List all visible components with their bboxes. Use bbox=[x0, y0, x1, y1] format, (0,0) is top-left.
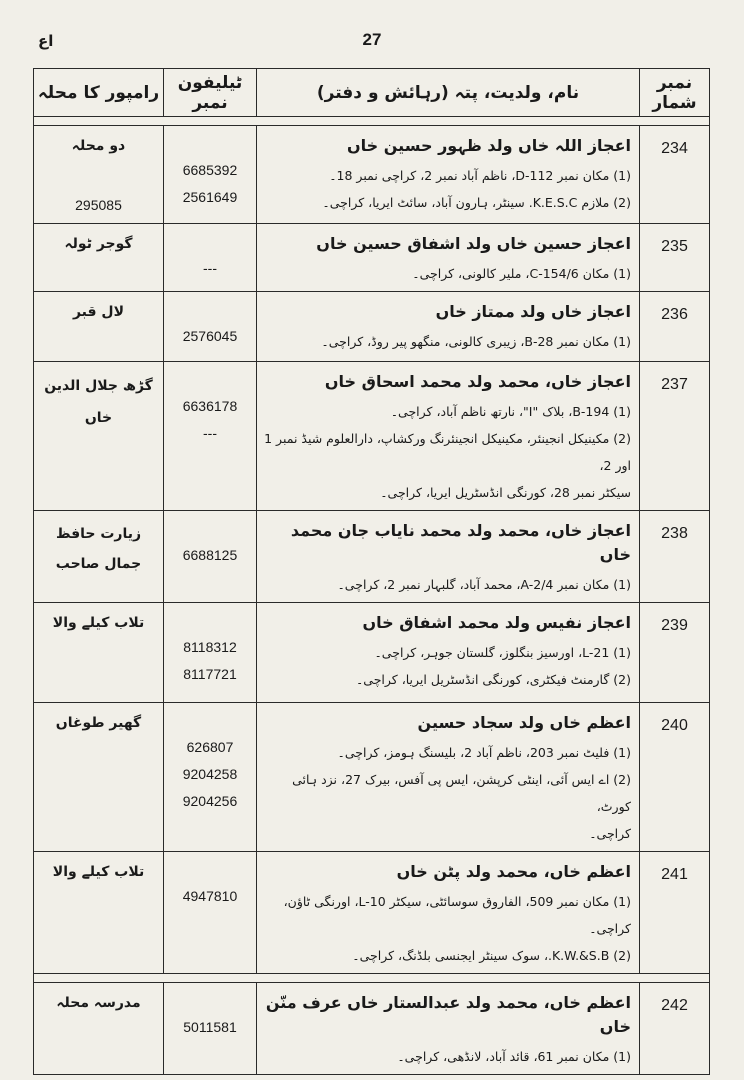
phone-number: 6636178 bbox=[182, 398, 238, 414]
phone-number: 4947810 bbox=[182, 888, 238, 904]
entry-name: اعجاز اللہ خاں ولد ظہور حسین خاں bbox=[347, 136, 631, 155]
entry-details bbox=[257, 511, 640, 603]
phone-number: 9204258 bbox=[182, 766, 238, 782]
table-row bbox=[34, 224, 710, 292]
entry-address: (1) مکان C-154/6، ملیر کالونی، کراچی۔ bbox=[412, 266, 631, 281]
corner-mark: اع bbox=[38, 32, 54, 50]
entry-phones bbox=[164, 983, 257, 1075]
phone-number: 5011581 bbox=[183, 1019, 237, 1035]
header-area: رامپور کا محلہ bbox=[34, 69, 164, 117]
entry-phones bbox=[164, 126, 257, 224]
phone-number: 6685392 bbox=[182, 162, 238, 178]
entry-name: اعجاز خاں ولد ممتاز خاں bbox=[435, 302, 631, 321]
entry-number: 240 bbox=[640, 703, 710, 852]
entry-number: 237 bbox=[640, 362, 710, 511]
table-row bbox=[34, 292, 710, 362]
table-row bbox=[34, 983, 710, 1075]
entry-number: 241 bbox=[640, 852, 710, 974]
area-name: مدرسہ محلہ bbox=[34, 983, 164, 1075]
entry-address: (1) مکان نمبر 61، قائد آباد، لانڈھی، کراچی۔ bbox=[397, 1049, 631, 1064]
entry-details bbox=[257, 362, 640, 511]
entry-name: اعظم خاں ولد سجاد حسین bbox=[417, 713, 631, 732]
entry-number: 235 bbox=[640, 224, 710, 292]
entry-name: اعجاز خاں، محمد ولد محمد نایاب جان محمد خاں bbox=[290, 521, 631, 564]
area-name: گھیر طوغاں bbox=[34, 703, 164, 852]
entry-address: سیکٹر نمبر 28، کورنگی انڈسٹریل ایریا، کراچی۔ bbox=[380, 485, 631, 500]
entry-name: اعجاز حسین خاں ولد اشفاق حسین خاں bbox=[316, 234, 631, 253]
entry-address: (1) B-194، بلاک "I"، نارتھ ناظم آباد، کراچی۔ bbox=[390, 404, 631, 419]
entry-phones bbox=[164, 511, 257, 603]
entry-address: (1) مکان نمبر B-28، زیبری کالونی، منگھو پیر روڈ، کراچی۔ bbox=[321, 334, 631, 349]
table-row bbox=[34, 126, 710, 224]
entry-address: (2) ملازم K.E.S.C. سینٹر، ہارون آباد، سائٹ ایریا، کراچی۔ bbox=[322, 195, 631, 210]
entry-number: 242 bbox=[640, 983, 710, 1075]
entry-phones bbox=[164, 852, 257, 974]
entry-phones bbox=[164, 703, 257, 852]
entry-number: 238 bbox=[640, 511, 710, 603]
entry-phones bbox=[164, 603, 257, 703]
header-name: نام، ولدیت، پتہ (رہائش و دفتر) bbox=[257, 69, 640, 117]
entry-address: (2) مکینیکل انجینئر، مکینیکل انجینئرنگ ورکشاپ، دارالعلوم شیڈ نمبر 1 اور 2، bbox=[264, 431, 631, 473]
area-name: تلاب کیلے والا bbox=[34, 603, 164, 703]
entry-details bbox=[257, 852, 640, 974]
header-phone: ٹیلیفون نمبر bbox=[164, 69, 257, 117]
phone-number: --- bbox=[203, 425, 217, 441]
entry-name: اعجاز نفیس ولد محمد اشفاق خاں bbox=[362, 613, 631, 632]
entry-details bbox=[257, 126, 640, 224]
phone-number: 9204256 bbox=[182, 793, 238, 809]
page-number: 27 bbox=[362, 30, 382, 49]
extra-phone: 295085 bbox=[75, 197, 122, 213]
entry-details bbox=[257, 703, 640, 852]
entry-phones bbox=[164, 224, 257, 292]
phone-number: 8118312 bbox=[183, 639, 237, 655]
entry-area bbox=[34, 126, 164, 224]
entry-phones bbox=[164, 362, 257, 511]
directory-table bbox=[33, 68, 710, 1075]
entry-name: اعجاز خاں، محمد ولد محمد اسحاق خاں bbox=[324, 372, 631, 391]
entry-details bbox=[257, 603, 640, 703]
entry-address: (2) گارمنٹ فیکٹری، کورنگی انڈسٹریل ایریا، کراچی۔ bbox=[355, 672, 631, 687]
entry-details bbox=[257, 224, 640, 292]
entry-name: اعظم خاں، محمد ولد پٹن خاں bbox=[396, 862, 631, 881]
area-name: گوجر ٹولہ bbox=[34, 224, 164, 292]
entry-address: (1) مکان نمبر D-112، ناظم آباد نمبر 2، کراچی نمبر 18۔ bbox=[329, 168, 631, 183]
table-row bbox=[34, 511, 710, 603]
table-row bbox=[34, 703, 710, 852]
table-row bbox=[34, 852, 710, 974]
entry-phones bbox=[164, 292, 257, 362]
entry-address: (1) L-21، اورسیز بنگلوز، گلستان جوہر، کراچی۔ bbox=[374, 645, 631, 660]
entry-details bbox=[257, 292, 640, 362]
phone-number: --- bbox=[203, 260, 217, 276]
entry-address: (1) فلیٹ نمبر 203، ناظم آباد 2، بلیسنگ ہومز، کراچی۔ bbox=[337, 745, 631, 760]
phone-number: 2561649 bbox=[182, 189, 238, 205]
area-name: تلاب کیلے والا bbox=[34, 852, 164, 974]
entry-details bbox=[257, 983, 640, 1075]
area-name: زیارت حافظ جمال صاحب bbox=[34, 511, 164, 603]
entry-address: (2) K.W.&S.B.، سوک سینٹر ایجنسی بلڈنگ، کراچی۔ bbox=[352, 948, 631, 963]
entry-address: (1) مکان نمبر A-2/4، محمد آباد، گلبہار نمبر 2، کراچی۔ bbox=[337, 577, 631, 592]
entry-number: 234 bbox=[640, 126, 710, 224]
area-name: لال قبر bbox=[34, 292, 164, 362]
entry-address: کراچی۔ bbox=[589, 826, 631, 841]
phone-number: 2576045 bbox=[182, 328, 238, 344]
entry-number: 236 bbox=[640, 292, 710, 362]
phone-number: 6688125 bbox=[182, 547, 238, 563]
table-row bbox=[34, 362, 710, 511]
entry-number: 239 bbox=[640, 603, 710, 703]
area-name: دو محلہ bbox=[71, 138, 126, 154]
area-name: گڑھ جلال الدین خاں bbox=[34, 362, 164, 511]
phone-number: 626807 bbox=[186, 739, 234, 755]
phone-number: 8117721 bbox=[183, 666, 237, 682]
header-serial: نمبر شمار bbox=[640, 69, 710, 117]
table-row bbox=[34, 603, 710, 703]
header-row bbox=[34, 69, 710, 117]
entry-address: (1) مکان نمبر 509، الفاروق سوسائٹی، سیکٹر L-10، اورنگی ٹاؤن، کراچی۔ bbox=[283, 894, 631, 936]
entry-name: اعظم خاں، محمد ولد عبدالستار خاں عرف منّن خاں bbox=[265, 993, 631, 1036]
entry-address: (2) اے ایس آئی، اینٹی کرپشن، ایس پی آفس، بیرک 27، نزد ہائی کورٹ، bbox=[292, 772, 631, 814]
